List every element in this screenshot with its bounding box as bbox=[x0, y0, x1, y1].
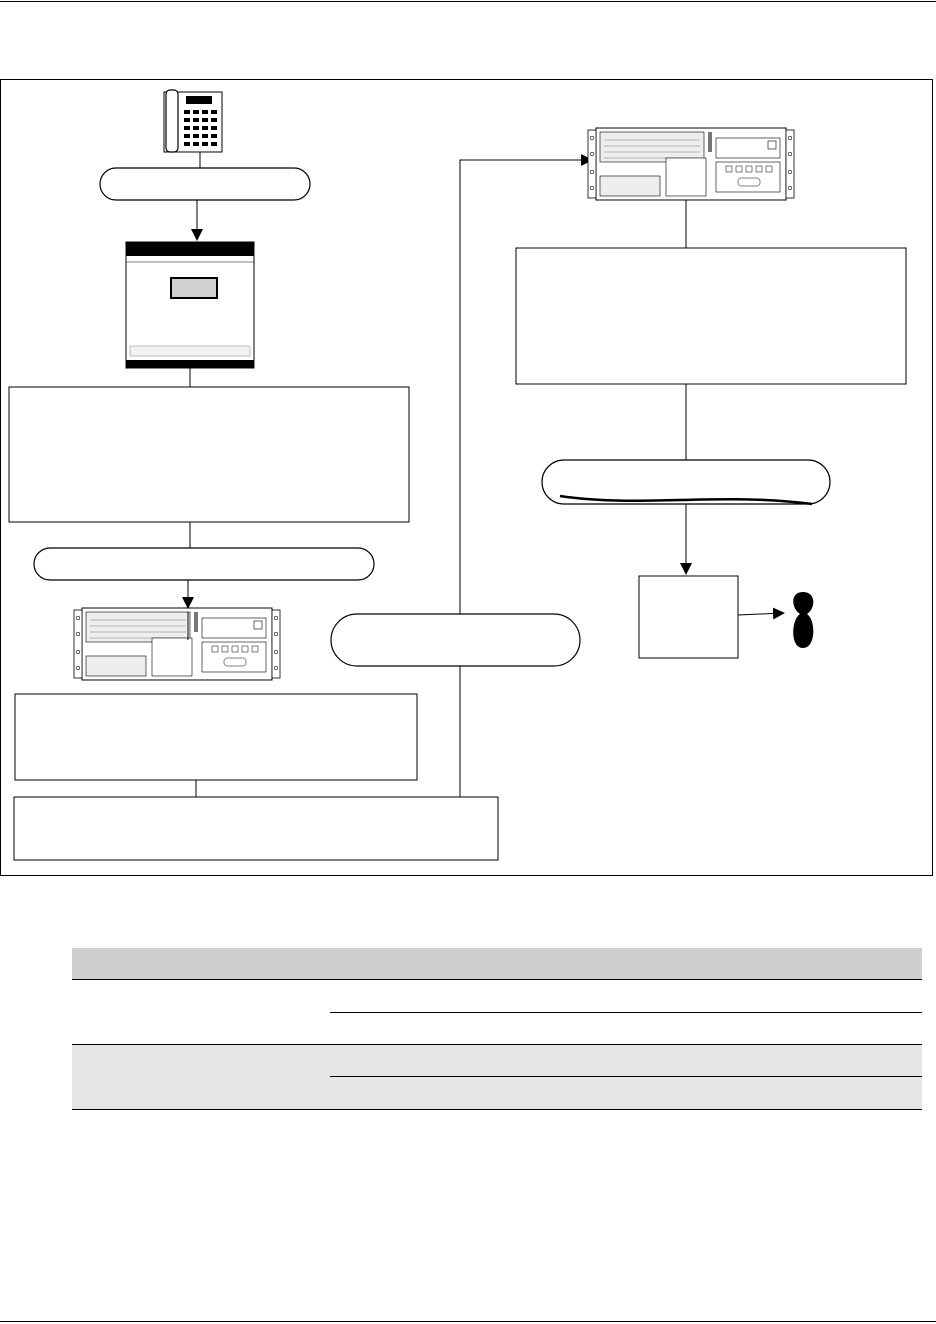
info-table bbox=[72, 948, 922, 1110]
box-screen-left bbox=[9, 387, 409, 522]
table-cell bbox=[330, 1013, 922, 1045]
oval-center bbox=[331, 614, 580, 666]
telephone-icon bbox=[164, 90, 222, 152]
control-unit-icon bbox=[588, 128, 794, 200]
box-bottom-left bbox=[14, 797, 498, 860]
table-cell bbox=[72, 1045, 330, 1110]
table-header-2 bbox=[330, 948, 922, 980]
end-icon bbox=[793, 592, 813, 648]
arrow-right bbox=[738, 613, 784, 615]
footer-rule bbox=[0, 1321, 936, 1322]
oval-top-left bbox=[100, 168, 310, 200]
oval-right bbox=[542, 460, 830, 504]
table-row bbox=[72, 1045, 922, 1077]
box-small-right bbox=[639, 576, 738, 658]
screen-icon bbox=[126, 242, 254, 368]
control-unit-icon bbox=[74, 608, 280, 680]
table-cell bbox=[330, 1045, 922, 1077]
table-cell bbox=[330, 980, 922, 1013]
table-cell bbox=[72, 980, 330, 1045]
table-cell bbox=[330, 1077, 922, 1110]
table-row bbox=[72, 980, 922, 1013]
oval-mid-left bbox=[34, 548, 374, 580]
box-unit-right bbox=[516, 248, 906, 384]
table-header-1 bbox=[72, 948, 330, 980]
box-unit-left bbox=[15, 694, 417, 780]
